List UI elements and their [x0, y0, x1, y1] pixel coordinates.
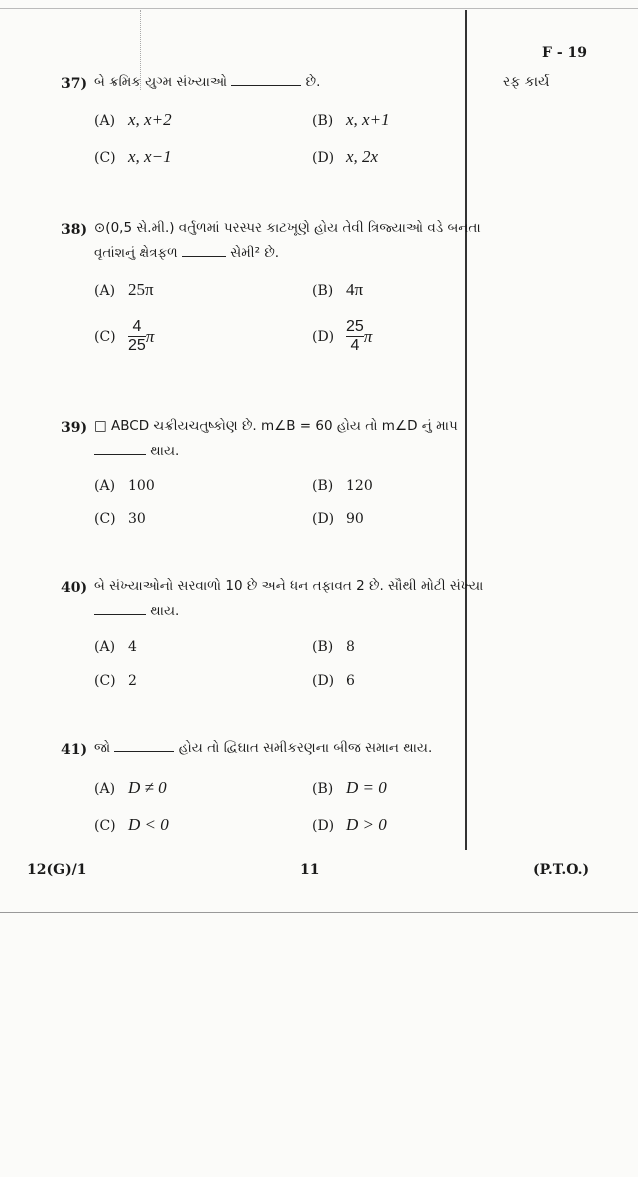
option-39-d: (D) 90 [312, 511, 364, 527]
answer-blank [94, 454, 146, 455]
fraction: $\frac{4}{25}$ [128, 318, 146, 354]
question-37-text-after: છે. [305, 74, 321, 90]
option-40-a: (A) 4 [94, 639, 137, 655]
answer-blank [182, 256, 226, 257]
option-40-b: (B) 8 [312, 639, 355, 655]
bottom-rule [0, 912, 638, 913]
rough-work-label: રફ કાર્ય [503, 74, 550, 90]
question-40-line2 [94, 603, 179, 619]
question-41-text [94, 740, 432, 756]
question-38-line2 [94, 245, 279, 261]
option-38-a: (A) 25π [94, 280, 154, 299]
question-38-line1: ⊙(0,5 સે.મી.) વર્તુળમાં પરસ્પર કાટખૂણે હોય તેવી ત્રિજ્યાઓ વડે બનતા [94, 220, 481, 236]
page-code: F - 19 [542, 45, 587, 61]
please-turn-over: (P.T.O.) [533, 862, 590, 878]
question-38-number: 38) [61, 222, 88, 238]
question-37-text [94, 74, 320, 90]
option-38-b: (B) 4π [312, 280, 364, 299]
answer-blank [94, 614, 146, 615]
question-40-number: 40) [61, 580, 88, 596]
question-39-number: 39) [61, 420, 88, 436]
option-37-b: (B) x, x+1 [312, 110, 390, 129]
paper-code: 12(G)/1 [27, 862, 87, 878]
page-number: 11 [300, 862, 320, 878]
option-37-c: (C) x, x−1 [94, 147, 172, 166]
rough-work-divider [465, 10, 467, 850]
option-41-d: (D) D > 0 [312, 815, 387, 834]
fraction: $\frac{25}{4}$ [346, 318, 364, 354]
question-38-line2-after: સેમી² છે. [230, 245, 280, 261]
question-39-line2 [94, 443, 179, 459]
option-38-c: (C) $\frac{4}{25}$ π [94, 318, 155, 354]
option-37-a: (A) x, x+2 [94, 110, 172, 129]
option-39-b: (B) 120 [312, 478, 373, 494]
option-40-d: (D) 6 [312, 673, 355, 689]
top-rule [0, 8, 638, 9]
question-41-number: 41) [61, 742, 88, 758]
option-41-c: (C) D < 0 [94, 815, 169, 834]
option-41-a: (A) D ≠ 0 [94, 778, 167, 797]
option-37-d: (D) x, 2x [312, 147, 379, 166]
option-39-c: (C) 30 [94, 511, 146, 527]
option-41-b: (B) D = 0 [312, 778, 387, 797]
question-39-line1: □ ABCD ચક્રીયચતુષ્કોણ છે. m∠B = 60 હોય તો m∠D નું માપ [94, 418, 458, 434]
question-41-text-after: હોય તો દ્વિઘાત સમીકરણના બીજ સમાન થાય. [178, 740, 433, 756]
question-40-line1: બે સંખ્યાઓનો સરવાળો 10 છે અને ધન તફાવત 2 છે. સૌથી મોટી સંખ્યા [94, 578, 484, 594]
option-38-d: (D) $\frac{25}{4}$ π [312, 318, 373, 354]
question-41-text-before: જો [94, 740, 111, 756]
question-40-line2-after: થાય. [150, 603, 180, 619]
question-37-number: 37) [61, 76, 88, 92]
option-39-a: (A) 100 [94, 478, 155, 494]
question-37-text-before: બે ક્રમિક યુગ્મ સંખ્યાઓ [94, 74, 228, 90]
answer-blank [114, 751, 174, 752]
answer-blank [231, 85, 301, 86]
question-38-line2-before: વૃતાંશનું ક્ષેત્રફળ [94, 245, 178, 261]
option-40-c: (C) 2 [94, 673, 137, 689]
question-39-line2-after: થાય. [150, 443, 180, 459]
